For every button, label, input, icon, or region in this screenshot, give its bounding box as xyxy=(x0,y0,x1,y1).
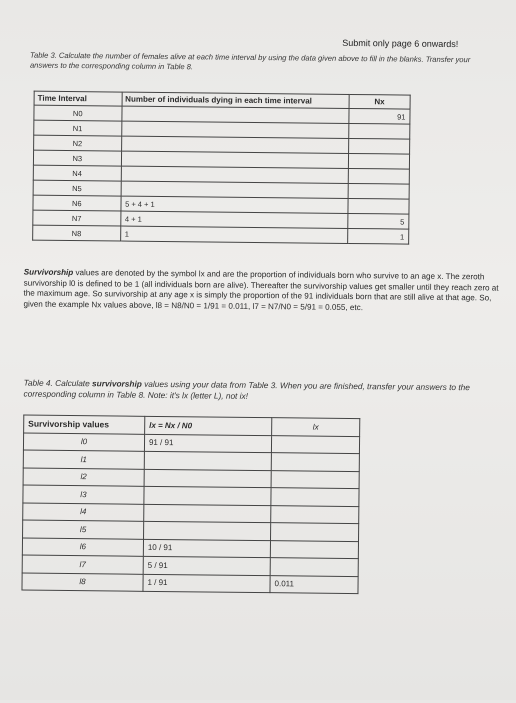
table3-cell-nx xyxy=(348,153,409,169)
table3-cell-nx xyxy=(348,168,409,184)
survivorship-term: Survivorship xyxy=(23,267,74,278)
table4 xyxy=(21,415,360,595)
table4-cell-formula: 91 / 91 xyxy=(144,434,271,453)
table3-cell-nx: 91 xyxy=(349,108,410,124)
table4-cell-lx xyxy=(271,505,359,523)
submit-note: Submit only page 6 onwards! xyxy=(342,37,459,50)
table3-cell-interval: N5 xyxy=(33,180,121,196)
table4-caption-c: values using your data from Table 3. When you are finished, transfer your answers to the corresponding column in Table 8. Note: it's lx (letter L), not ix! xyxy=(23,378,470,401)
table4-header-lx: lx xyxy=(272,418,360,436)
table3-cell-dying: 1 xyxy=(120,226,347,243)
table3-cell-interval: N3 xyxy=(33,150,121,166)
table-row xyxy=(33,225,409,244)
table3-header-dying: Number of individuals dying in each time interval xyxy=(122,92,349,108)
table3-cell-nx: 5 xyxy=(348,213,409,229)
table3-cell-nx xyxy=(348,198,409,214)
table3-cell-dying: 4 + 1 xyxy=(120,211,347,228)
table3-cell-interval: N0 xyxy=(34,105,122,121)
table3-cell-nx xyxy=(348,183,409,199)
table4-cell-label: l5 xyxy=(23,520,144,539)
table3-cell-interval: N1 xyxy=(34,120,122,136)
table4-cell-formula xyxy=(144,469,271,488)
table4-cell-lx xyxy=(271,523,359,541)
table4-cell-lx: 0.011 xyxy=(270,575,358,593)
table3-cell-interval: N7 xyxy=(33,210,121,226)
table4-cell-label: l4 xyxy=(23,503,144,522)
table3 xyxy=(32,91,411,245)
table4-cell-formula xyxy=(144,486,271,505)
table4-cell-lx xyxy=(271,453,359,471)
table3-cell-interval: N2 xyxy=(34,135,122,151)
survivorship-paragraph xyxy=(23,268,507,315)
table4-cell-lx xyxy=(271,488,359,506)
table4-cell-formula: 10 / 91 xyxy=(143,539,270,558)
table4-cell-formula xyxy=(143,521,270,540)
table4-header-formula: lx = Nx / N0 xyxy=(145,416,272,435)
survivorship-text: values are denoted by the symbol lx and are the proportion of individuals born who survive to an age x. The zeroth survivorship l0 is defined to be 1 (all individuals born are alive). Thereafter the survivorship values get smaller until they reach zero at the maximum age. So survivorship at any age x is simply the proportion of the 91 individuals born that are still alive at that age. So, given the example Nx values above, l8 = N8/N0 = 1/91 = 0.011, l7 = N7/N0 = 5/91 = 0.055, etc. xyxy=(23,268,499,312)
table4-caption-b: survivorship xyxy=(92,378,142,389)
table4-cell-lx xyxy=(271,435,359,453)
table3-cell-interval: N8 xyxy=(33,225,121,241)
table4-cell-label: l3 xyxy=(23,485,144,504)
table-row xyxy=(22,573,358,594)
table3-cell-nx xyxy=(349,123,410,139)
table4-cell-label: l2 xyxy=(23,468,144,487)
table3-cell-nx: 1 xyxy=(347,228,408,244)
table3-header-nx: Nx xyxy=(349,94,410,109)
table4-cell-label: l7 xyxy=(22,555,143,574)
table4-caption-a: Table 4. Calculate xyxy=(23,377,93,389)
table4-cell-label: l8 xyxy=(22,573,143,592)
table3-cell-nx xyxy=(348,138,409,154)
table4-cell-label: l1 xyxy=(23,450,144,469)
table3-cell-dying: 5 + 4 + 1 xyxy=(121,196,348,213)
table4-cell-lx xyxy=(271,470,359,488)
table4-cell-formula: 1 / 91 xyxy=(143,574,270,593)
table4-cell-label: l6 xyxy=(22,538,143,557)
table4-header-survivorship: Survivorship values xyxy=(24,415,145,434)
table3-cell-interval: N4 xyxy=(33,165,121,181)
table3-cell-interval: N6 xyxy=(33,195,121,211)
table4-cell-lx xyxy=(270,558,358,576)
table3-caption: Table 3. Calculate the number of females alive at each time interval by using the data given above to fill in the blanks. Transfer your answers to the corresponding column in Table 8. xyxy=(29,50,471,72)
table4-cell-lx xyxy=(270,540,358,558)
table4-cell-formula: 5 / 91 xyxy=(143,556,270,575)
table4-cell-formula xyxy=(144,504,271,523)
table4-caption xyxy=(23,378,509,405)
table3-header-time-interval: Time Interval xyxy=(34,91,122,106)
table4-cell-label: l0 xyxy=(23,433,144,452)
table4-cell-formula xyxy=(144,451,271,470)
